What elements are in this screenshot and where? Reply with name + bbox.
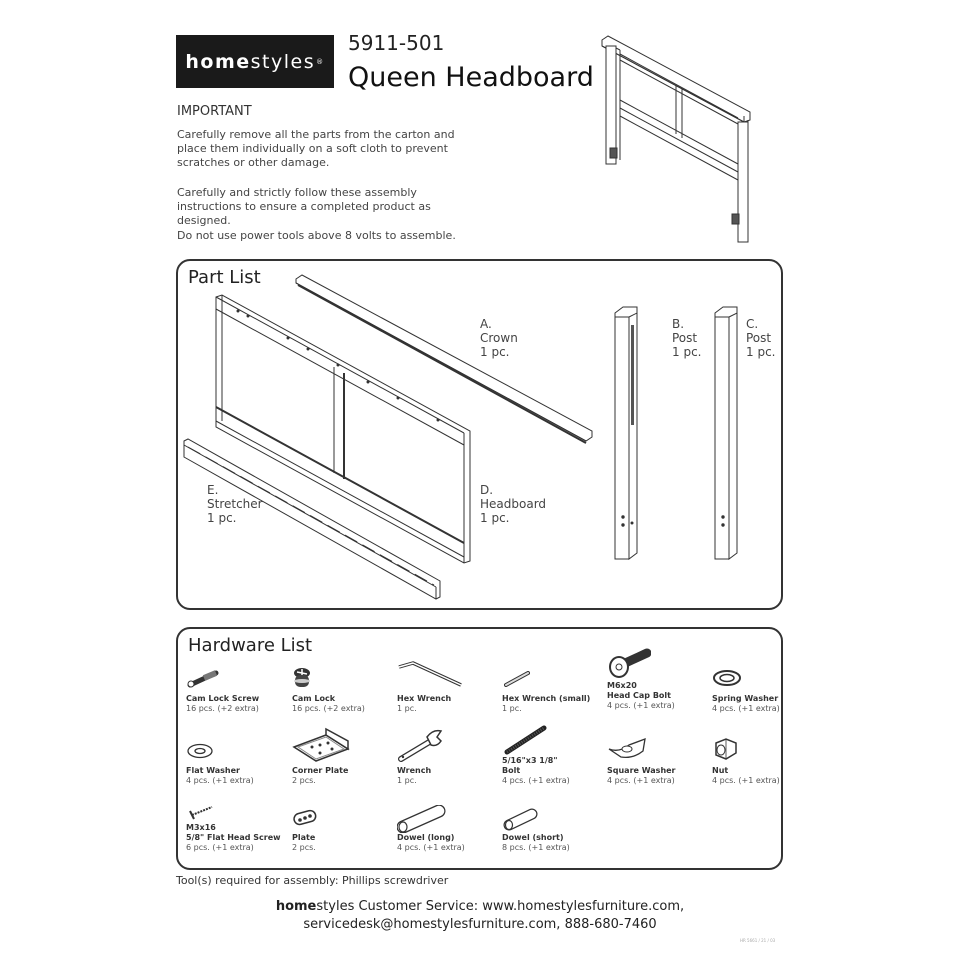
logo-light: styles (250, 50, 316, 73)
hw-qty: 1 pc. (397, 704, 417, 713)
part-d-label: D. Headboard 1 pc. (480, 483, 547, 525)
hw-square-washer (607, 733, 717, 789)
hw-qty: 8 pcs. (+1 extra) (502, 843, 570, 852)
part-b-label: B. Post 1 pc. (672, 317, 702, 359)
part-list-panel (176, 259, 783, 610)
hw-qty: 6 pcs. (+1 extra) (186, 843, 254, 852)
square-washer-icon (607, 737, 647, 761)
important-paragraph-1: Carefully remove all the parts from the carton and place them individually on a soft cloth to prevent scratches or other damage. (177, 128, 455, 169)
important-paragraph-2: Carefully and strictly follow these assembly instructions to ensure a completed product as designed. (177, 186, 431, 227)
hw-spring-washer (712, 667, 822, 717)
hw-name: Bolt (502, 766, 521, 775)
hardware-list-title: Hardware List (188, 635, 313, 656)
important-heading: IMPORTANT (177, 104, 252, 119)
hw-name: 5/8" Flat Head Screw (186, 833, 281, 842)
hw-hex-wrench-small (502, 667, 612, 717)
hw-corner-plate (292, 727, 402, 789)
hw-qty: 4 pcs. (+1 extra) (607, 701, 675, 710)
hw-flat-washer (186, 737, 296, 789)
hw-qty: 4 pcs. (+1 extra) (712, 704, 780, 713)
tools-required: Tool(s) required for assembly: Phillips screwdriver (176, 874, 449, 887)
bolt-icon (504, 725, 548, 755)
hw-qty: 4 pcs. (+1 extra) (397, 843, 465, 852)
hw-name: Dowel (short) (502, 833, 564, 842)
hw-cam-lock (292, 667, 402, 717)
part-a-label: A. Crown 1 pc. (480, 317, 518, 359)
hw-name: Nut (712, 766, 729, 775)
hw-qty: 2 pcs. (292, 776, 316, 785)
hw-cam-lock-screw (186, 667, 296, 717)
part-list-title: Part List (188, 267, 261, 288)
hw-name: Square Washer (607, 766, 676, 775)
customer-service-line-1 (0, 899, 960, 914)
homestyles-logo (176, 35, 334, 88)
part-c-label: C. Post 1 pc. (746, 317, 776, 359)
hw-spec: M6x20 (607, 681, 637, 690)
model-number: 5911-501 (348, 31, 445, 55)
logo-bold: home (185, 50, 251, 73)
hw-name: Dowel (long) (397, 833, 455, 842)
hw-head-cap-bolt (607, 647, 717, 717)
hw-name: Hex Wrench (397, 694, 452, 703)
nut-icon (712, 737, 738, 761)
hw-qty: 2 pcs. (292, 843, 316, 852)
hex-wrench-small-icon (504, 671, 530, 687)
hw-name: Cam Lock Screw (186, 694, 260, 703)
hw-name: Wrench (397, 766, 432, 775)
hw-wrench (397, 727, 507, 789)
hw-spec: M3x16 (186, 823, 216, 832)
plate-icon (292, 809, 318, 827)
parts-illustration (178, 261, 785, 612)
flat-washer-icon (186, 743, 214, 759)
dowel-short-icon (502, 807, 540, 833)
hw-name: Spring Washer (712, 694, 779, 703)
registered-mark: ® (316, 57, 325, 66)
hw-qty: 1 pc. (502, 704, 522, 713)
hw-flat-head-screw (186, 805, 296, 865)
flat-head-screw-icon (188, 805, 214, 821)
important-paragraph-3: Do not use power tools above 8 volts to assemble. (177, 229, 456, 242)
hw-plate (292, 809, 402, 865)
footer-brand-bold: home (275, 899, 317, 914)
product-title: Queen Headboard (348, 62, 594, 93)
part-e-label: E. Stretcher 1 pc. (207, 483, 263, 525)
hw-name: Plate (292, 833, 316, 842)
hw-name: Corner Plate (292, 766, 349, 775)
customer-service-line-2: servicedesk@homestylesfurniture.com, 888-680-7460 (303, 917, 657, 932)
hex-wrench-icon (397, 661, 463, 689)
wrench-icon (397, 727, 447, 763)
document-id: HR 5661 / 21 / 03 (740, 938, 776, 943)
hw-dowel-short (502, 805, 612, 865)
corner-plate-icon (292, 727, 352, 763)
head-cap-bolt-icon (607, 647, 651, 679)
hw-qty: 4 pcs. (+1 extra) (607, 776, 675, 785)
hw-hex-wrench (397, 667, 507, 717)
cam-lock-screw-icon (186, 669, 222, 689)
hw-bolt (502, 725, 612, 789)
hw-qty: 16 pcs. (+2 extra) (186, 704, 259, 713)
hw-name: Flat Washer (186, 766, 240, 775)
spring-washer-icon (712, 669, 742, 687)
hw-name: Cam Lock (292, 694, 336, 703)
post-b-drawing (615, 307, 637, 559)
hw-qty: 4 pcs. (+1 extra) (712, 776, 780, 785)
hw-qty: 4 pcs. (+1 extra) (186, 776, 254, 785)
footer-website: styles Customer Service: www.homestylesfurniture.com, (316, 899, 685, 914)
hw-qty: 16 pcs. (+2 extra) (292, 704, 365, 713)
hw-name: Head Cap Bolt (607, 691, 671, 700)
hw-nut (712, 733, 822, 789)
cam-lock-icon (292, 667, 312, 691)
hw-dowel-long (397, 805, 507, 865)
assembled-headboard-illustration (598, 34, 758, 246)
dowel-long-icon (397, 805, 447, 833)
hw-qty: 1 pc. (397, 776, 417, 785)
hw-spec: 5/16"x3 1/8" (502, 756, 558, 765)
post-c-drawing (715, 307, 737, 559)
hw-qty: 4 pcs. (+1 extra) (502, 776, 570, 785)
hw-name: Hex Wrench (small) (502, 694, 591, 703)
hardware-list-panel (176, 627, 783, 870)
